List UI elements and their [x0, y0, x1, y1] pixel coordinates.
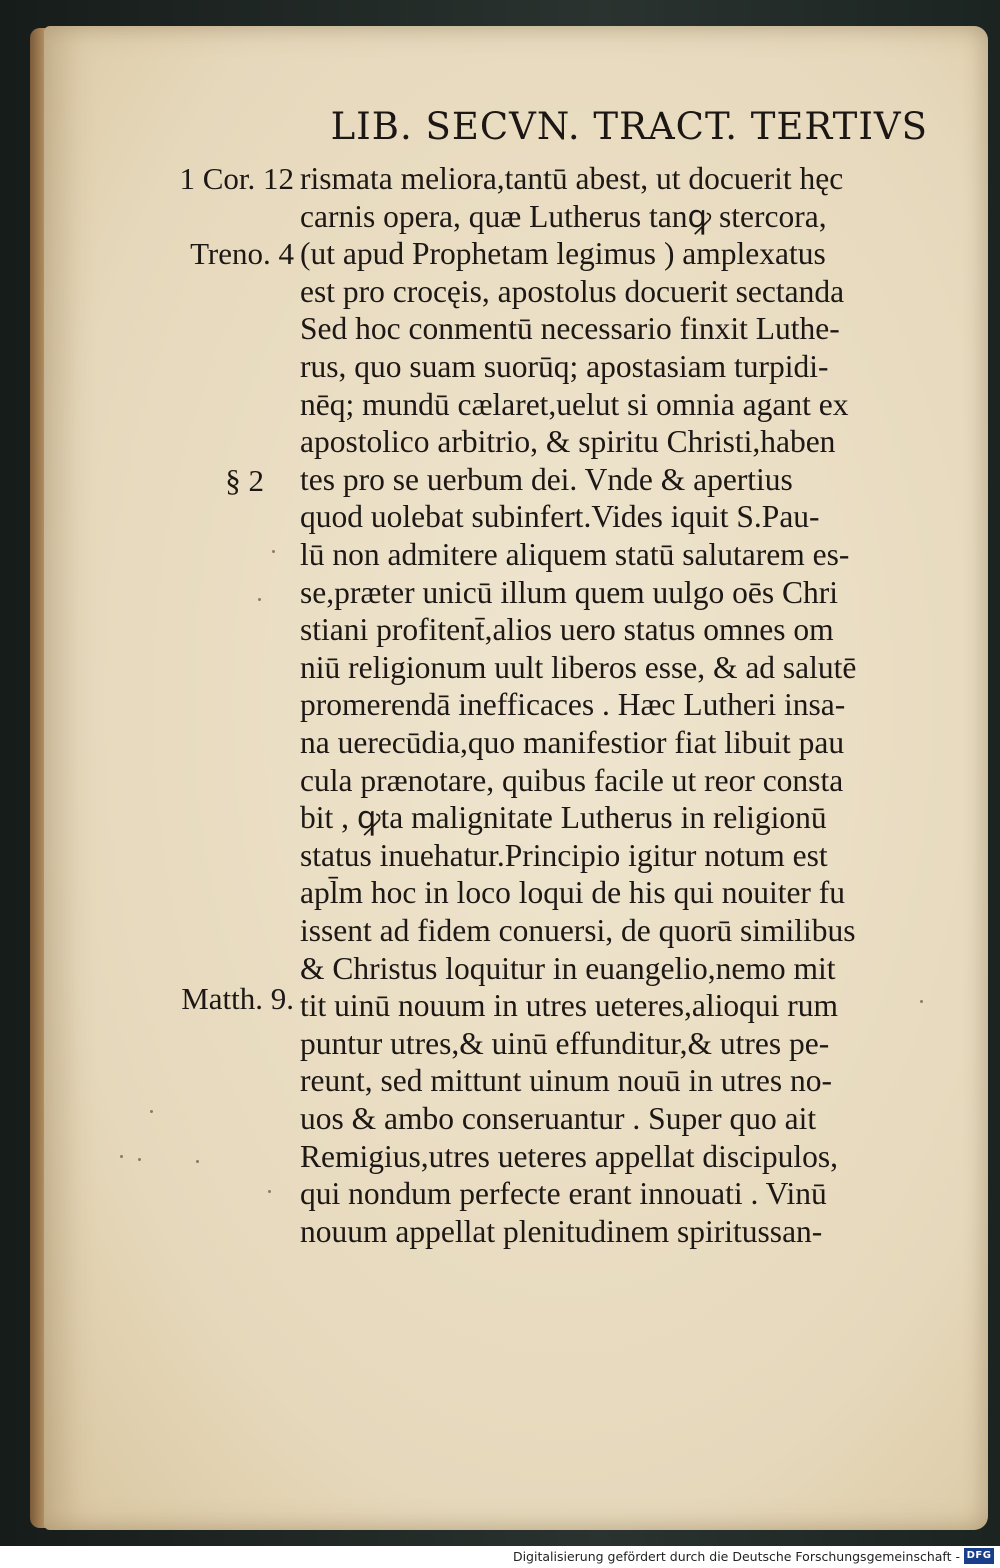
text-line: est pro crocęis, apostolus docuerit sectanda [300, 273, 845, 309]
text-line: Sed hoc conmentū necessario finxit Luthe- [300, 311, 840, 347]
margin-note-section: § 2 [225, 463, 264, 498]
text-line: stiani profitent̄,alios uero status omnes om [300, 612, 834, 648]
text-line: puntur utres,& uinū effunditur,& utres pe- [300, 1025, 830, 1061]
text-line: carnis opera, quæ Lutherus tanꝙ stercora, [300, 198, 827, 234]
text-line: & Christus loquitur in euangelio,nemo mit [300, 950, 836, 986]
text-line: apostolico arbitrio, & spiritu Christi,haben [300, 424, 836, 460]
funding-credit: Digitalisierung gefördert durch die Deutsche Forschungsgemeinschaft - [512, 1549, 960, 1564]
text-line: bit , ꝙta malignitate Lutherus in religionū [300, 800, 827, 836]
text-line: issent ad fidem conuersi, de quorū similibus [300, 913, 856, 948]
text-line: apl̄m hoc in loco loqui de his qui nouiter fu [300, 875, 846, 911]
margin-note-treno: Treno. 4 [190, 236, 294, 271]
dfg-logo: DFG [964, 1548, 994, 1564]
text-line: qui nondum perfecte erant innouati . Vinū [300, 1176, 827, 1212]
text-line: status inuehatur.Principio igitur notum est [300, 837, 828, 873]
text-line: reunt, sed mittunt uinum nouū in utres no- [300, 1063, 832, 1099]
text-line: nēq; mundū cælaret,uelut si omnia agant ex [300, 386, 849, 422]
text-line: rus, quo suam suorūq; apostasiam turpidi- [300, 349, 829, 384]
margin-note-matth: Matth. 9. [181, 981, 294, 1016]
text-line: se,præter unicū illum quem uulgo oēs Chri [300, 574, 839, 610]
text-line: na uerecūdia,quo manifestior fiat libuit pau [300, 725, 845, 760]
text-line: lū non admitere aliquem statū salutarem es- [300, 537, 850, 572]
text-line: (ut apud Prophetam legimus ) amplexatus [300, 236, 826, 272]
text-line: rismata meliora,tantū abest, ut docuerit hęc [300, 161, 844, 196]
margin-note-cor: 1 Cor. 12 [179, 161, 294, 196]
text-line: quod uolebat subinfert.Vides iquit S.Pau- [300, 499, 820, 535]
text-line: niū religionum uult liberos esse, & ad salutē [300, 649, 857, 685]
text-line: tes pro se uerbum dei. Vnde & apertius [300, 461, 793, 497]
text-line: cula prænotare, quibus facile ut reor consta [300, 762, 844, 798]
text-line: Remigius,utres ueteres appellat discipulos, [300, 1138, 839, 1174]
text-line: nouum appellat plenitudinem spiritussan- [300, 1213, 823, 1249]
running-head: LIB. SECVN. TRACT. TERTIVS [330, 105, 928, 148]
text-line: tit uinū nouum in utres ueteres,alioqui rum [300, 988, 839, 1024]
text-line: promerendā inefficaces . Hæc Lutheri insa- [300, 687, 846, 723]
text-line: uos & ambo conseruantur . Super quo ait [300, 1101, 817, 1136]
